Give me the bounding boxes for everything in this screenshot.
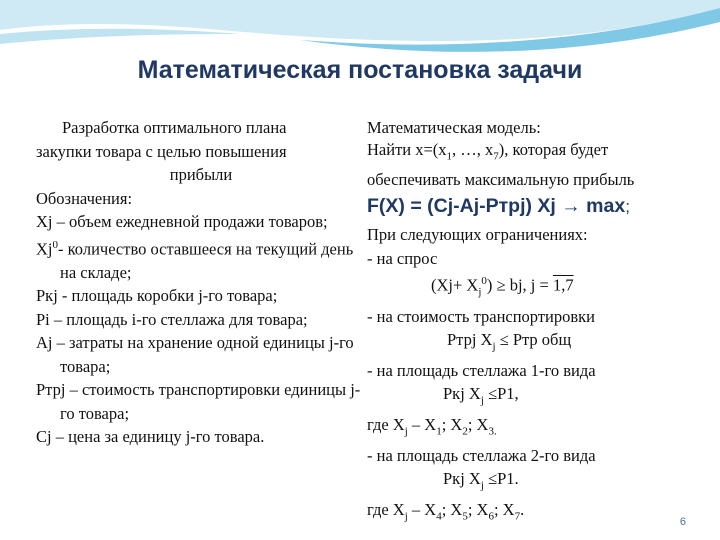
definition-xj: Xj – объем ежедневной продажи товаров; bbox=[36, 212, 328, 231]
definition-pi: Pi – площадь i-го стеллажа для товара; bbox=[36, 309, 308, 329]
page-number: 6 bbox=[679, 516, 686, 528]
notation-column bbox=[36, 116, 366, 449]
shelf2-constraint-label: - на площадь стеллажа 2-го вида bbox=[367, 445, 596, 465]
shelf2-where: где $X_j - X_4$; $X_5$; $X_6$; $X_7$. bbox=[367, 500, 525, 523]
slide-title: Математическая постановка задачи bbox=[137, 56, 583, 84]
definition-cj: Cj – цена за единицу j-го товара. bbox=[36, 427, 265, 446]
demand-constraint: $(Xj+ X_j^0)$ ≥ bj, j = 1,7 bbox=[431, 275, 574, 299]
definition-ptrj: Pтрj – стоимость транспортировки единицы j-го товара; bbox=[36, 380, 361, 423]
definition-aj: Aj – затраты на хранение одной единицы j-го товара; bbox=[36, 333, 354, 376]
demand-constraint-label: - на спрос bbox=[367, 248, 438, 268]
transport-constraint-label: - на стоимость транспортировки bbox=[367, 306, 596, 326]
find-line: Найти $x=(x_1$, …, $x_7$), которая будет bbox=[367, 139, 609, 162]
task-heading: Разработка оптимального плана закупки товара с целью повышения прибыли bbox=[36, 118, 287, 184]
notation-label: Обозначения: bbox=[36, 188, 133, 208]
model-label: Математическая модель: bbox=[367, 118, 541, 137]
definition-xj0: Xj$^0$- количество оставшееся на текущий день на складе; bbox=[36, 238, 354, 282]
objective-function: F(X) = (Cj-Aj-Pтрj) Xj → max; bbox=[367, 194, 630, 217]
definition-pkj: Pкj - площадь коробки j-го товара; bbox=[36, 286, 278, 305]
shelf1-where: где $X_j - X_1$; $X_2$; $X_{3.}$ bbox=[367, 415, 497, 438]
model-column bbox=[367, 116, 712, 529]
constraints-label: При следующих ограничениях: bbox=[367, 225, 588, 245]
shelf1-constraint-label: - на площадь стеллажа 1-го вида bbox=[367, 360, 596, 380]
shelf2-constraint: Pкj $X_j \le P1$. bbox=[443, 469, 519, 492]
shelf1-constraint: Pкj $X_j \le P1$, bbox=[443, 384, 519, 407]
transport-constraint: Pтрj $X_j$ ≤ Pтр общ bbox=[447, 330, 572, 353]
provide-line: обеспечивать максимальную прибыль bbox=[367, 170, 635, 190]
